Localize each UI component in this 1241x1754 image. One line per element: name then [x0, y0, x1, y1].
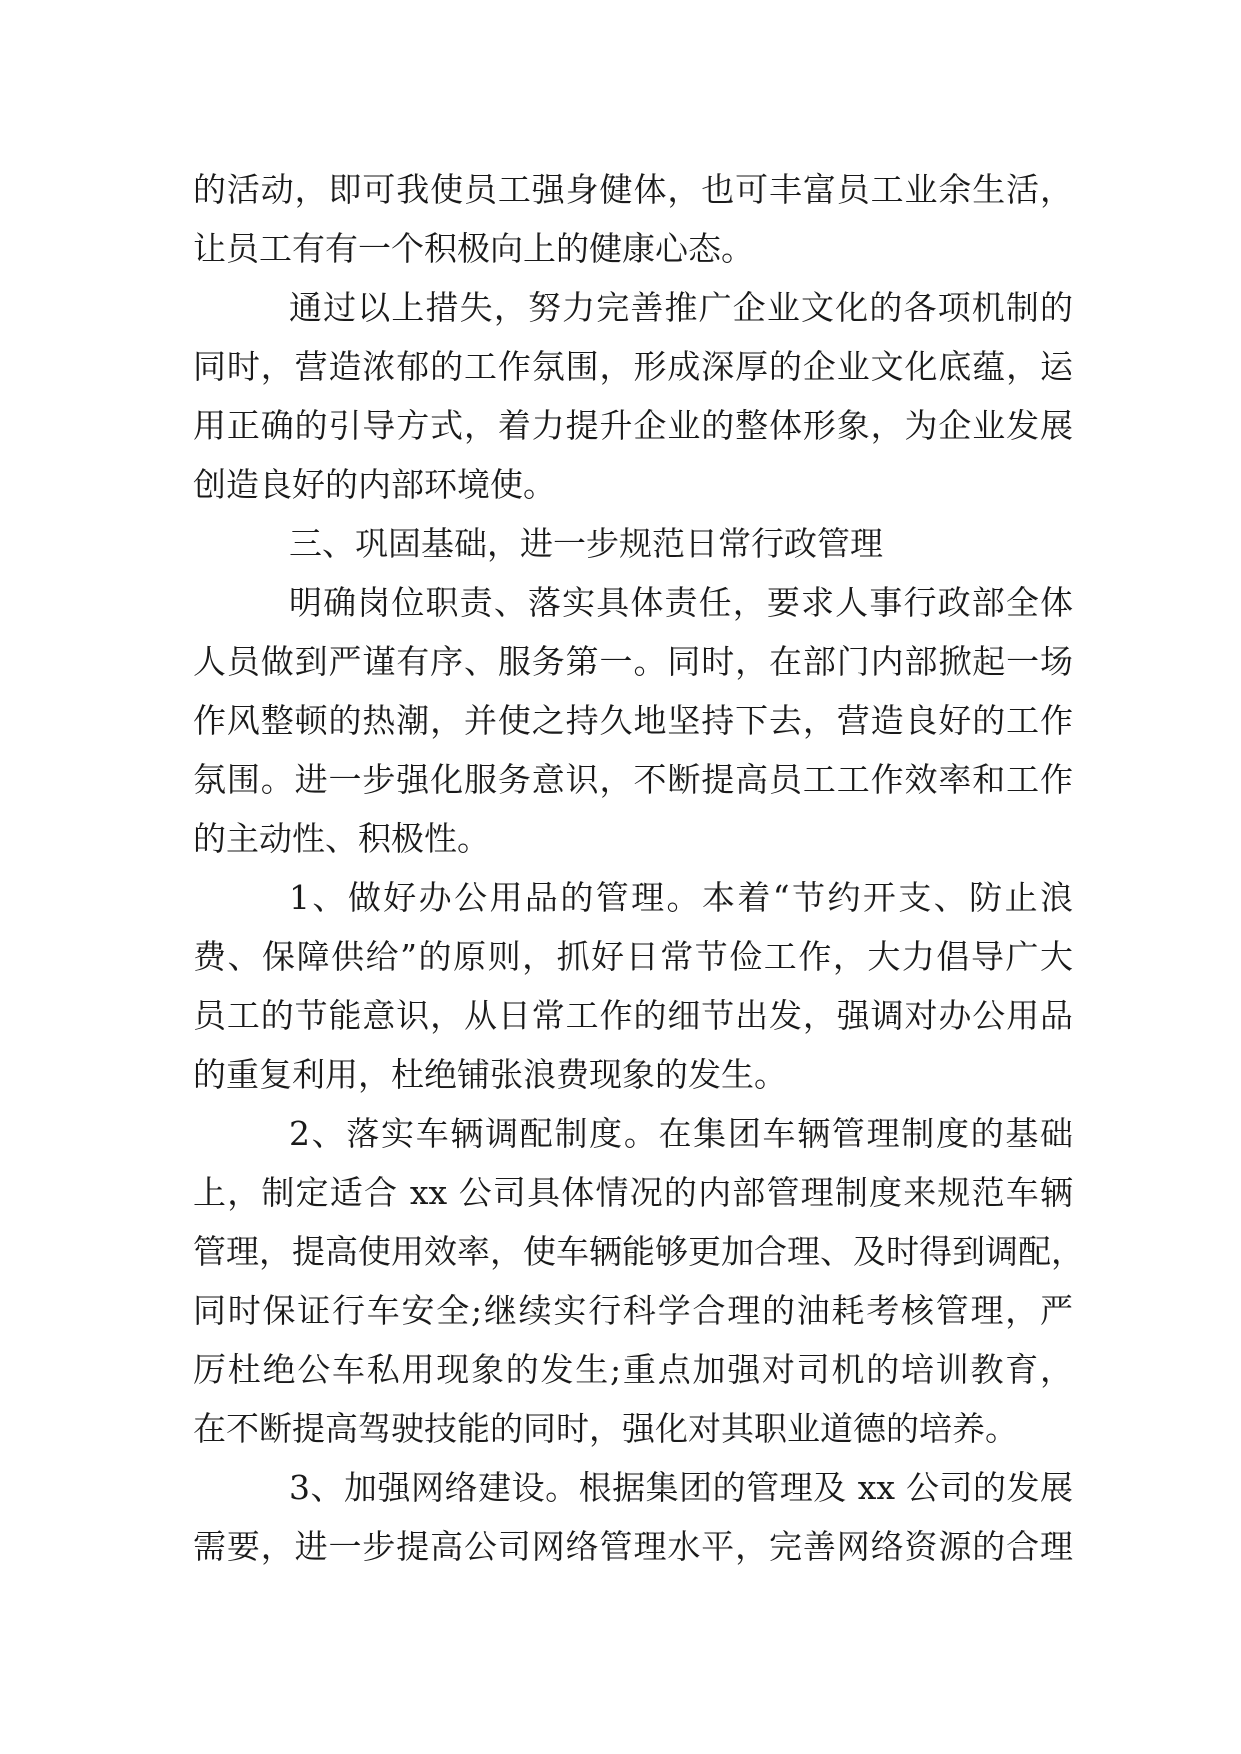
text-line: 2、落实车辆调配制度。在集团车辆管理制度的基础 — [289, 1114, 1073, 1153]
section-heading: 三、巩固基础，进一步规范日常行政管理 — [289, 524, 883, 563]
text-line: 同时，营造浓郁的工作氛围，形成深厚的企业文化底蕴，运 — [193, 347, 1073, 386]
text-line: 用正确的引导方式，着力提升企业的整体形象，为企业发展 — [193, 406, 1073, 445]
text-line: 氛围。进一步强化服务意识，不断提高员工工作效率和工作 — [193, 760, 1073, 799]
text-line: 同时保证行车安全;继续实行科学合理的油耗考核管理，严 — [193, 1291, 1073, 1330]
text-line: 厉杜绝公车私用现象的发生;重点加强对司机的培训教育， — [193, 1350, 1073, 1389]
text-line: 让员工有有一个积极向上的健康心态。 — [193, 229, 754, 268]
text-line: 创造良好的内部环境使。 — [193, 465, 556, 504]
text-line: 通过以上措失，努力完善推广企业文化的各项机制的 — [289, 288, 1073, 327]
text-line: 需要，进一步提高公司网络管理水平，完善网络资源的合理 — [193, 1527, 1073, 1566]
text-line: 的主动性、积极性。 — [193, 819, 490, 858]
text-line: 的重复利用，杜绝铺张浪费现象的发生。 — [193, 1055, 787, 1094]
text-line: 人员做到严谨有序、服务第一。同时，在部门内部掀起一场 — [193, 642, 1073, 681]
text-line: 的活动，即可我使员工强身健体，也可丰富员工业余生活， — [193, 170, 1073, 209]
text-line: 费、保障供给”的原则，抓好日常节俭工作，大力倡导广大 — [193, 937, 1073, 976]
text-line: 3、加强网络建设。根据集团的管理及 xx 公司的发展 — [289, 1468, 1073, 1507]
text-line: 管理，提高使用效率，使车辆能够更加合理、及时得到调配， — [193, 1232, 1084, 1271]
text-line: 作风整顿的热潮，并使之持久地坚持下去，营造良好的工作 — [193, 701, 1073, 740]
document-body — [193, 160, 1084, 1576]
text-line: 明确岗位职责、落实具体责任，要求人事行政部全体 — [289, 583, 1073, 622]
text-line: 在不断提高驾驶技能的同时，强化对其职业道德的培养。 — [193, 1409, 1018, 1448]
text-line: 上，制定适合 xx 公司具体情况的内部管理制度来规范车辆 — [193, 1173, 1073, 1212]
text-line: 1、做好办公用品的管理。本着“节约开支、防止浪 — [289, 878, 1073, 917]
text-line: 员工的节能意识，从日常工作的细节出发，强调对办公用品 — [193, 996, 1073, 1035]
